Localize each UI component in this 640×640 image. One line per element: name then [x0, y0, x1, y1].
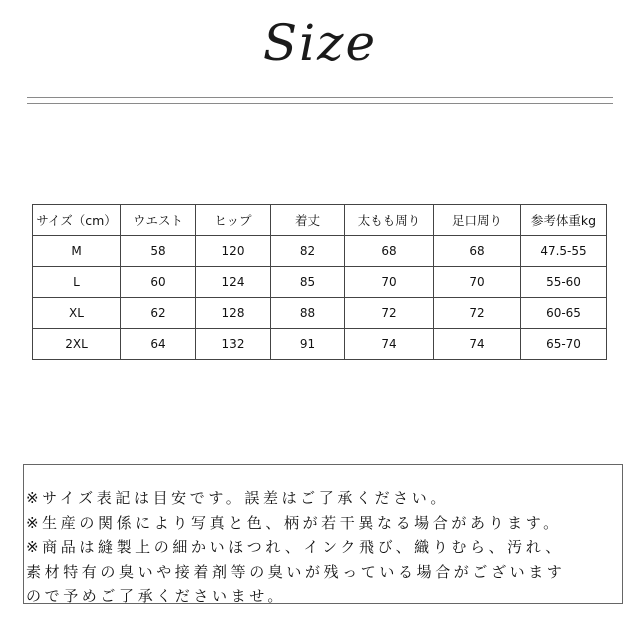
header-size: サイズ（cm）: [33, 205, 121, 236]
table-header-row: [33, 205, 607, 236]
table-row: [33, 236, 607, 267]
table-row: [33, 267, 607, 298]
note-line: 素材特有の臭いや接着剤等の臭いが残っている場合がございます: [26, 562, 566, 581]
header-weight: 参考体重kg: [521, 205, 607, 236]
cell-length: 82: [271, 236, 345, 267]
cell-waist: 64: [121, 329, 196, 360]
cell-hem: 70: [434, 267, 521, 298]
cell-hip: 132: [196, 329, 271, 360]
cell-weight: 47.5-55: [521, 236, 607, 267]
cell-hip: 124: [196, 267, 271, 298]
header-hem: 足口周り: [434, 205, 521, 236]
cell-hem: 74: [434, 329, 521, 360]
note-line: ※商品は縫製上の細かいほつれ、インク飛び、織りむら、汚れ、: [26, 538, 564, 556]
cell-weight: 55-60: [521, 267, 607, 298]
cell-waist: 60: [121, 267, 196, 298]
cell-length: 91: [271, 329, 345, 360]
notes-box: [23, 464, 623, 604]
header-length: 着丈: [271, 205, 345, 236]
header-thigh: 太もも周り: [345, 205, 434, 236]
table-row: [33, 298, 607, 329]
cell-hip: 128: [196, 298, 271, 329]
cell-thigh: 72: [345, 298, 434, 329]
cell-size: L: [33, 267, 121, 298]
cell-waist: 62: [121, 298, 196, 329]
cell-waist: 58: [121, 236, 196, 267]
cell-size: 2XL: [33, 329, 121, 360]
cell-thigh: 74: [345, 329, 434, 360]
note-line: ※生産の関係により写真と色、柄が若干異なる場合があります。: [26, 513, 562, 532]
cell-size: XL: [33, 298, 121, 329]
cell-hem: 68: [434, 236, 521, 267]
header-hip: ヒップ: [196, 205, 271, 236]
notes-text: [26, 486, 626, 609]
cell-size: M: [33, 236, 121, 267]
cell-length: 88: [271, 298, 345, 329]
cell-hip: 120: [196, 236, 271, 267]
page-title: Size: [262, 14, 378, 72]
header-waist: ウエスト: [121, 205, 196, 236]
cell-length: 85: [271, 267, 345, 298]
note-line: ※サイズ表記は目安です。誤差はご了承ください。: [26, 489, 449, 507]
cell-weight: 60-65: [521, 298, 607, 329]
note-line: ので予めご了承くださいませ。: [26, 587, 286, 605]
cell-thigh: 70: [345, 267, 434, 298]
table-row: [33, 329, 607, 360]
title-divider-bottom: [27, 103, 613, 104]
cell-weight: 65-70: [521, 329, 607, 360]
title-divider-top: [27, 97, 613, 98]
cell-hem: 72: [434, 298, 521, 329]
size-table: [32, 204, 607, 360]
cell-thigh: 68: [345, 236, 434, 267]
